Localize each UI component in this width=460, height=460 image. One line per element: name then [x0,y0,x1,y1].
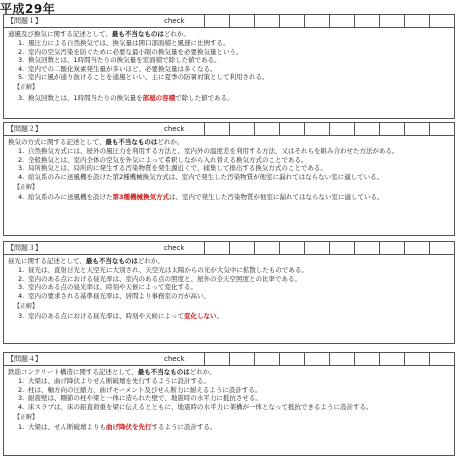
choice-item: 2. 柱は、軸方向の圧縮力、曲げモーメント及びせん断力に耐えるように設計する。 [18,385,262,394]
question-text: 通風及び換気に関する記述として、最も不当なものはどれか。 [8,30,190,38]
choice-item: 5. 室内に風が通り抜けることを通風といい、主に夏季の防暑対策として利用される。 [18,73,269,82]
check-boxes [204,242,454,254]
check-box[interactable] [229,123,254,135]
choice-item: 3. 耐震壁は、剛節の柱や梁と一体に造られた壁で、地震時の水平力に抵抗させる。 [18,394,262,403]
choice-item: 2. 全般換気とは、室内全体の空気を外気によって希釈しながら入れ替える換気方式のことである。 [18,155,308,164]
problem-label: 【問題１】 [7,17,42,25]
check-box[interactable] [304,123,329,135]
check-box[interactable] [279,353,304,365]
check-box[interactable] [379,123,404,135]
check-box[interactable] [354,15,379,27]
problem-body [4,366,454,432]
answer-highlight: 曲げ降伏を先行 [106,423,152,432]
answer-highlight: 第3種機械換気方式 [112,193,170,202]
check-box[interactable] [279,15,304,27]
problem-3 [3,241,455,344]
check-box[interactable] [254,242,279,254]
answer-text: 3. 換気回数とは、1時間当たりの換気量を部屋の容積で除した値である。 [18,93,234,102]
check-box[interactable] [354,242,379,254]
check-box[interactable] [429,353,454,365]
choice-item: 4. 給気系のみに送風機を設けた第2種機械換気方式は、室内で発生した汚染物質が他室に漏れてはならない室に適している。 [18,172,384,181]
check-box[interactable] [279,242,304,254]
check-box[interactable] [304,242,329,254]
choice-item: 4. 室内の要求される基準昼光率は、居間より事務室の方が高い。 [18,291,210,300]
check-box[interactable] [204,353,229,365]
choice-list [8,266,450,300]
check-box[interactable] [204,15,229,27]
answer-tag: 【正解】 [14,303,39,311]
question-text: 昼光に関する記述として、最も不当なものはどれか。 [8,257,164,265]
problem-label: 【問題３】 [7,244,42,252]
problem-body [4,136,454,202]
check-label: check [164,355,185,363]
problem-body [4,28,454,102]
check-box[interactable] [429,242,454,254]
choice-item: 2. 室内のある点における昼光率は、室内のある点の照度と、屋外の全天空照度との比率である。 [18,274,301,283]
check-box[interactable] [404,15,429,27]
problem-header [4,242,454,255]
choice-item: 4. 室内での二酸化炭素発生量が多いほど、必要換気量は多くなる。 [18,64,217,73]
choice-item: 3. 局所換気とは、局所的に発生する汚染物質を発生源近くで、捕集して排出する換気方式のことである。 [18,164,327,173]
check-boxes [204,353,454,365]
check-box[interactable] [304,353,329,365]
check-boxes [204,123,454,135]
check-box[interactable] [354,353,379,365]
check-box[interactable] [254,15,279,27]
problem-body [4,255,454,321]
check-box[interactable] [429,15,454,27]
choice-item: 3. 室内のある点の昼光率は、時刻や天候によって変化する。 [18,283,197,292]
check-box[interactable] [279,123,304,135]
check-box[interactable] [354,123,379,135]
problem-header [4,123,454,136]
check-box[interactable] [329,15,354,27]
answer-text: 1. 大梁は、せん断破壊よりも曲げ降伏を先行するように設計する。 [18,423,217,432]
choice-item: 1. 大梁は、曲げ降伏よりせん断破壊を先行するように設計する。 [18,377,210,386]
check-label: check [164,17,185,25]
choice-item: 2. 室内の空気汚染を防ぐために必要な最小限の換気量を必要換気量という。 [18,47,243,56]
answer-tag: 【正解】 [14,84,39,92]
check-box[interactable] [204,242,229,254]
question-text: 換気の方式に関する記述として、最も不当なものはどれか。 [8,138,184,146]
problem-2 [3,122,455,236]
problem-label: 【問題２】 [7,125,42,133]
check-box[interactable] [254,353,279,365]
choice-list [8,147,450,181]
choice-item: 4. 床スラブは、床の鉛直荷重を梁に伝えるとともに、地震時の水平力に架構が一体となって抵抗できるように設計する。 [18,402,373,411]
check-box[interactable] [304,15,329,27]
problem-4 [3,352,455,456]
answer-tag: 【正解】 [14,184,39,192]
check-label: check [164,125,185,133]
answer-highlight: 部屋の容積 [142,93,176,102]
check-box[interactable] [229,15,254,27]
check-box[interactable] [329,123,354,135]
answer-text: 4. 給気系のみに送風機を設けた第3種機械換気方式は、室内で発生した汚染物質が他室に漏れてはならない室に適している。 [18,193,384,202]
page-title: 平成29年 [0,2,56,16]
check-box[interactable] [404,353,429,365]
check-box[interactable] [379,353,404,365]
choice-list [8,377,450,411]
answer-tag: 【正解】 [14,414,39,422]
problem-header [4,15,454,28]
check-box[interactable] [379,242,404,254]
check-label: check [164,244,185,252]
choice-item: 1. 風圧力による自然換気では、換気量は開口部面積と風速に比例する。 [18,39,230,48]
answer-text: 3. 室内のある点における昼光率は、時刻や天候によって変化しない。 [18,312,223,321]
problem-header [4,353,454,366]
problem-1 [3,14,455,119]
check-box[interactable] [404,242,429,254]
check-box[interactable] [329,353,354,365]
check-box[interactable] [204,123,229,135]
problem-label: 【問題４】 [7,355,42,363]
check-box[interactable] [379,15,404,27]
check-box[interactable] [254,123,279,135]
check-box[interactable] [429,123,454,135]
choice-item: 1. 自然換気方式には、屋外の風圧力を利用する方法と、室内外の温度差を利用する方法、又はそれらを組み合わせた方法がある。 [18,147,399,156]
check-box[interactable] [229,353,254,365]
question-text: 鉄筋コンクリート構造に関する記述として、最も不当なものはどれか。 [8,368,216,376]
choice-item: 1. 昼光は、直射日光と天空光に大別され、天空光は太陽からの光が大気中に拡散したものである。 [18,266,308,275]
choice-list [8,39,450,81]
check-box[interactable] [229,242,254,254]
check-boxes [204,15,454,27]
check-box[interactable] [329,242,354,254]
check-box[interactable] [404,123,429,135]
choice-item: 3. 換気回数とは、1時間当たりの換気量を室面積で除した値である。 [18,56,221,65]
answer-highlight: 変化しない [184,312,217,321]
